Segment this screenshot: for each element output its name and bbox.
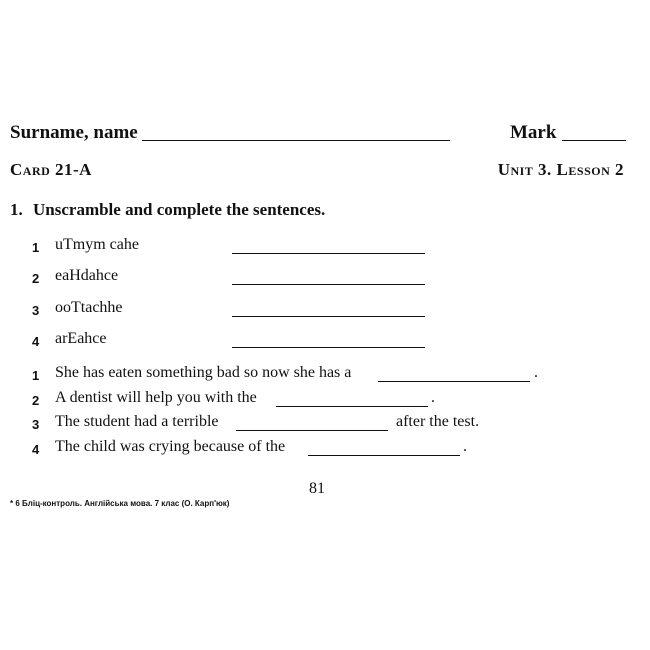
scrambled-word: uTmym cahe: [55, 236, 139, 253]
page-number: 81: [309, 480, 325, 497]
footnote: * 6 Бліц-контроль. Англійська мова. 7 клас (О. Карп'юк): [10, 499, 230, 508]
task-heading: [10, 200, 325, 220]
card-label: Card 21-A: [10, 160, 92, 179]
sentence-number: 4: [32, 442, 40, 457]
sentence-text-before: The student had a terrible: [55, 413, 219, 430]
sentence-number: 1: [32, 368, 40, 383]
sentence-answer-line[interactable]: [276, 406, 428, 407]
task-instruction: Unscramble and complete the sentences.: [33, 200, 326, 219]
surname-label: Surname, name: [10, 122, 138, 143]
scrambled-answer-line[interactable]: [232, 284, 425, 285]
sentence-text-before: She has eaten something bad so now she has a: [55, 364, 352, 381]
sentence-text-after: .: [431, 389, 435, 406]
task-number: 1.: [10, 200, 23, 219]
sentence-text-after: .: [534, 364, 538, 381]
mark-answer-line[interactable]: [562, 140, 626, 141]
sentence-answer-line[interactable]: [378, 381, 530, 382]
sentence-text-after: after the test.: [396, 413, 480, 430]
unit-lesson-label: Unit 3. Lesson 2: [497, 160, 624, 179]
sentence-number: 2: [32, 393, 40, 408]
sentence-number: 3: [32, 417, 40, 432]
sentence-text-after: .: [463, 438, 467, 455]
scrambled-answer-line[interactable]: [232, 253, 425, 254]
sentence-text-before: The child was crying because of the: [55, 438, 286, 455]
scrambled-word: ooTtachhe: [55, 299, 123, 316]
scrambled-number: 2: [32, 271, 40, 286]
sentence-answer-line[interactable]: [236, 430, 388, 431]
sentence-answer-line[interactable]: [308, 455, 460, 456]
scrambled-word: eaHdahce: [55, 267, 119, 284]
sentence-text-before: A dentist will help you with the: [55, 389, 257, 406]
scrambled-answer-line[interactable]: [232, 347, 425, 348]
scrambled-number: 3: [32, 303, 40, 318]
scrambled-number: 1: [32, 240, 40, 255]
scrambled-word: arEahce: [55, 330, 107, 347]
mark-label: Mark: [510, 122, 557, 143]
surname-answer-line[interactable]: [142, 140, 450, 141]
scrambled-number: 4: [32, 334, 40, 349]
scrambled-answer-line[interactable]: [232, 316, 425, 317]
